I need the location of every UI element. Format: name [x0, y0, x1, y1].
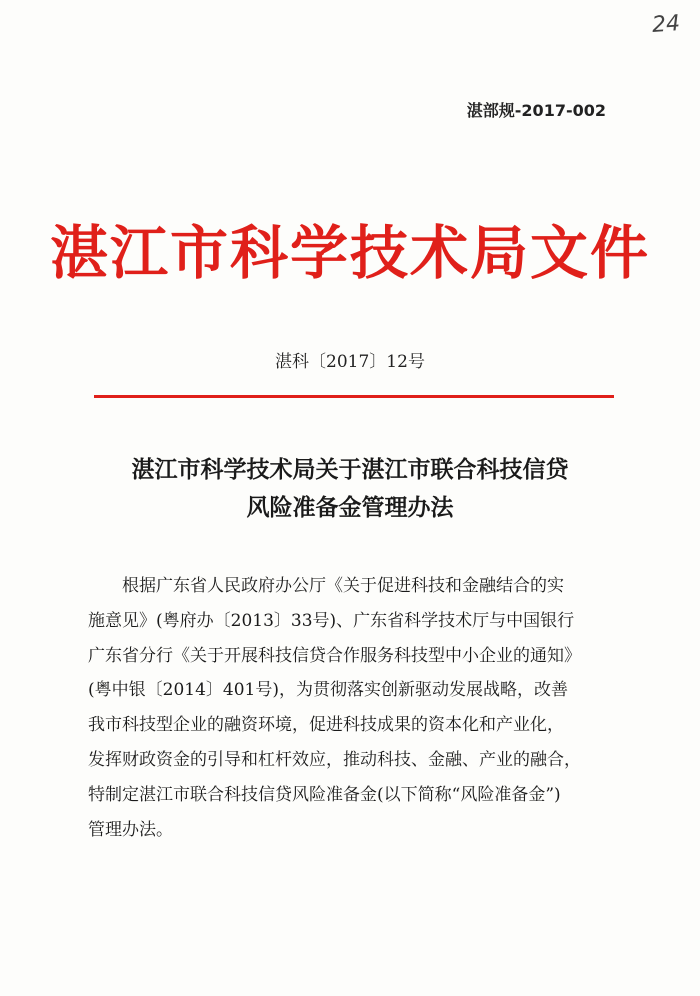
body-line: 管理办法。 — [88, 819, 173, 840]
body-line: 我市科技型企业的融资环境，促进科技成果的资本化和产业化， — [88, 715, 564, 736]
document-title-line-1: 湛江市科学技术局关于湛江市联合科技信贷 — [131, 456, 569, 483]
regulation-number: 湛部规-2017-002 — [466, 101, 606, 120]
handwritten-page-number: 24 — [651, 11, 681, 38]
document-title-line-2: 风险准备金管理办法 — [246, 494, 454, 521]
body-line: 施意见》(粤府办〔2013〕33号)、广东省科学技术厅与中国银行 — [88, 610, 575, 631]
body-line: 发挥财政资金的引导和杠杆效应，推动科技、金融、产业的融合， — [88, 749, 581, 770]
body-paragraph — [88, 569, 612, 847]
document-number: 湛科〔2017〕12号 — [275, 352, 425, 372]
red-divider-line — [94, 395, 614, 398]
body-line: 特制定湛江市联合科技信贷风险准备金(以下简称“风险准备金”) — [88, 784, 561, 805]
red-header-title: 湛江市科学技术局文件 — [49, 219, 650, 287]
body-line: (粤中银〔2014〕401号)，为贯彻落实创新驱动发展战略，改善 — [88, 680, 568, 701]
document-title — [0, 451, 700, 527]
body-line: 广东省分行《关于开展科技信贷合作服务科技型中小企业的通知》 — [88, 645, 581, 666]
body-line: 根据广东省人民政府办公厅《关于促进科技和金融结合的实 — [122, 576, 564, 596]
